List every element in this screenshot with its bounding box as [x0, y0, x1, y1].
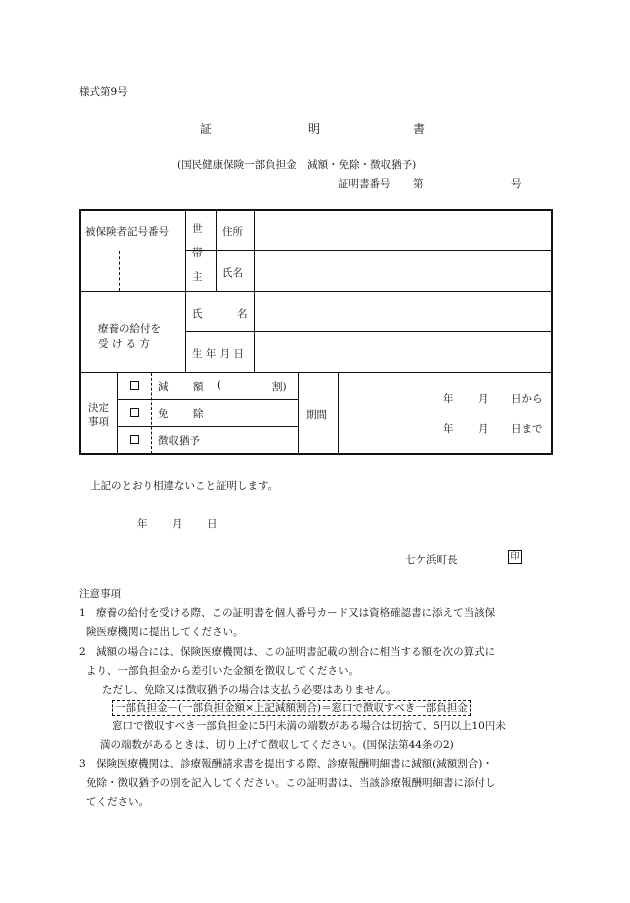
recipient-label-1: 療養の給付を [98, 323, 161, 335]
decision-label-2: 事項 [88, 416, 109, 428]
period-to-year: 年 [443, 423, 454, 435]
subtitle: (国民健康保険一部負担金 減額・免除・徴収猶予) [177, 159, 417, 171]
seal-text: 印 [510, 552, 520, 562]
notes-heading: 注意事項 [79, 588, 121, 600]
household-head-1: 世 [192, 223, 203, 235]
note-2-line-5: 満の端数があるときは、切り上げて徴収してください。(国保法第44条の2) [100, 739, 454, 751]
date-day: 日 [207, 518, 218, 530]
divider [117, 372, 118, 454]
issuer-title: 七ケ浜町長 [405, 554, 458, 566]
exemption-checkbox[interactable] [130, 408, 139, 417]
divider [298, 372, 299, 454]
decision-label-1: 決定 [88, 402, 109, 414]
reduction-checkbox[interactable] [130, 381, 139, 390]
period-to-month: 月 [478, 423, 489, 435]
form-number: 様式第9号 [79, 86, 128, 98]
title-char-2: 明 [308, 122, 321, 136]
divider [254, 210, 255, 372]
dob-label: 生 年 月 日 [192, 348, 245, 360]
insured-label: 被保険者記号番号 [85, 226, 169, 238]
exemption-label-2: 除 [193, 408, 204, 420]
divider [185, 331, 552, 332]
household-head-3: 主 [192, 271, 203, 283]
exemption-label-1: 免 [158, 408, 169, 420]
divider [185, 210, 186, 372]
divider [185, 250, 552, 251]
reduction-paren: ( [217, 379, 222, 391]
note-2-line-2: より、一部負担金から差引いた金額を徴収してください。 [86, 665, 359, 677]
period-to-day: 日まで [511, 423, 543, 435]
note-1-line-1: 1 療養の給付を受ける際、この証明書を個人番号カード又は資格確認書に添えて当該保 [79, 607, 496, 619]
deferral-label: 徴収猶予 [158, 435, 200, 447]
address-label: 住所 [222, 226, 243, 238]
name-label: 氏名 [222, 267, 243, 279]
reduction-wari: 割) [272, 381, 287, 393]
period-from-day: 日から [511, 393, 543, 405]
reduction-label-2: 額 [193, 381, 204, 393]
period-from-year: 年 [443, 393, 454, 405]
divider [338, 372, 339, 454]
dotted-divider [151, 373, 152, 454]
divider [80, 291, 552, 292]
cert-no-go: 号 [511, 178, 522, 190]
divider [117, 399, 298, 400]
note-2-line-3: ただし、免除又は徴収猶予の場合は支払う必要はありません。 [102, 684, 397, 696]
cert-no-label: 証明書番号 [338, 178, 391, 190]
recipient-name-2: 名 [237, 308, 248, 320]
dotted-divider [119, 251, 120, 291]
date-month: 月 [172, 518, 183, 530]
household-head-2: 帯 [192, 247, 203, 259]
date-year: 年 [137, 518, 148, 530]
divider [216, 210, 217, 291]
calculation-formula: 一部負担金－(一部負担金額×上記減額割合)＝窓口で徴収すべき一部負担金 [112, 700, 471, 716]
deferral-checkbox[interactable] [130, 435, 139, 444]
period-label: 期間 [306, 409, 327, 421]
note-3-line-3: てください。 [86, 796, 149, 808]
note-1-line-2: 険医療機関に提出してください。 [86, 626, 244, 638]
note-3-line-2: 免除・徴収猶予の別を記入してください。この証明書は、当該診療報酬明細書に添付し [86, 777, 496, 789]
title-char-3: 書 [413, 122, 426, 136]
divider [117, 426, 298, 427]
period-from-month: 月 [478, 393, 489, 405]
note-3-line-1: 3 保険医療機関は、診療報酬請求書を提出する際、診療報酬明細書に減額(減額割合)・ [79, 758, 493, 770]
seal-icon [508, 550, 522, 564]
recipient-name-1: 氏 [192, 308, 203, 320]
certification-statement: 上記のとおり相違ないこと証明します。 [90, 480, 279, 492]
title-char-1: 証 [200, 122, 213, 136]
reduction-label-1: 減 [158, 381, 169, 393]
note-2-line-4: 窓口で徴収すべき一部負担金に5円未満の端数がある場合は切捨て、5円以上10円未 [112, 720, 506, 732]
note-2-line-1: 2 減額の場合には、保険医療機関は、この証明書記載の割合に相当する額を次の算式に [79, 646, 496, 658]
recipient-label-2: 受 け る 方 [98, 338, 151, 350]
cert-no-dai: 第 [413, 178, 424, 190]
